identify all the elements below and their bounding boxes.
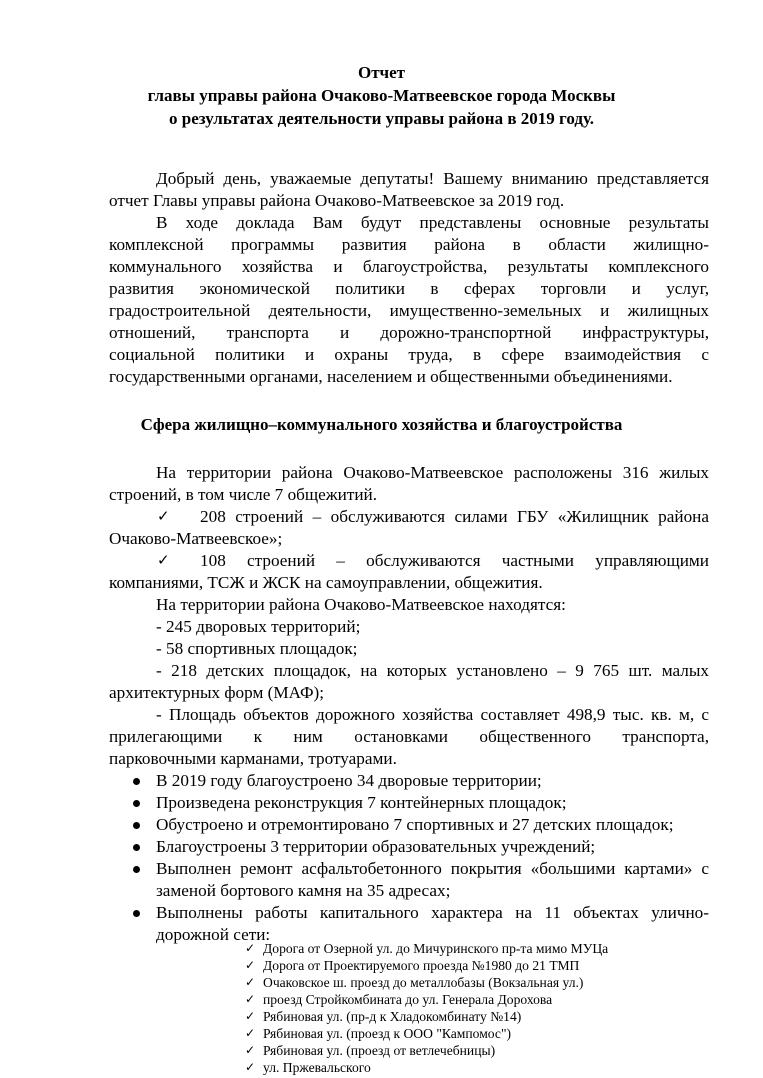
intro-text: Добрый день, уважаемые депутаты! Вашему вниманию представляется [156,169,709,188]
intro-text: развития экономической политики в сферах торговли и услуг, [109,279,709,298]
bullet-item: Выполнен ремонт асфальтобетонного покрытия «большими картами» с [156,859,709,878]
dash-item: - Площадь объектов дорожного хозяйства составляет 498,9 тыс. кв. м, с [156,705,709,724]
dash-item: - 245 дворовых территорий; [156,617,361,636]
dash-item: - 218 детских площадок, на которых установлено – 9 765 шт. малых [156,661,709,680]
checkmark-icon: ✓ [245,941,256,955]
report-subtitle-2: о результатах деятельности управы района в 2019 году. [169,109,594,128]
checkmark-icon: ✓ [157,507,170,525]
checkmark-icon: ✓ [245,958,256,972]
road-item: Рябиновая ул. (проезд от ветлечебницы) [263,1043,496,1058]
bullet-item: дорожной сети: [156,925,271,944]
report-subtitle-1: главы управы района Очаково-Матвеевское города Москвы [147,86,616,105]
intro-text: градостроительной деятельности, имущественно-земельных и жилищных [109,301,709,320]
bullet-icon [133,800,140,807]
bullet-icon [133,844,140,851]
bullet-item: Произведена реконструкция 7 контейнерных площадок; [156,793,567,812]
intro-text: комплексной программы развития района в области жилищно- [109,235,709,254]
checkmark-icon: ✓ [245,992,256,1006]
section-text: 208 строений – обслуживаются силами ГБУ «Жилищник района [200,507,709,526]
bullet-icon [133,822,140,829]
road-item: ул. Пржевальского [263,1060,371,1075]
checkmark-icon: ✓ [245,1009,256,1023]
intro-text: коммунального хозяйства и благоустройства, результаты комплексного [109,257,709,276]
road-item: Дорога от Проектируемого проезда №1980 до 21 ТМП [263,958,580,973]
dash-item: парковочными карманами, тротуарами. [109,749,397,768]
checkmark-icon: ✓ [245,975,256,989]
bullet-icon [133,866,140,873]
section-heading: Сфера жилищно–коммунального хозяйства и благоустройства [140,415,623,434]
road-item: Дорога от Озерной ул. до Мичуринского пр-та мимо МУЦа [263,941,609,956]
bullet-item: заменой бортового камня на 35 адресах; [156,881,451,900]
road-item: Рябиновая ул. (пр-д к Хладокомбинату №14) [263,1009,522,1024]
checkmark-icon: ✓ [245,1060,256,1074]
section-text: На территории района Очаково-Матвеевское расположены 316 жилых [156,463,709,482]
road-item: Очаковское ш. проезд до металлобазы (Вокзальная ул.) [263,975,584,990]
bullet-item: Обустроено и отремонтировано 7 спортивных и 27 детских площадок; [156,815,674,834]
bullet-icon [133,910,140,917]
road-item: Рябиновая ул. (проезд к ООО "Кампомос") [263,1026,512,1041]
checkmark-icon: ✓ [245,1043,256,1057]
section-text: компаниями, ТСЖ и ЖСК на самоуправлении, общежития. [109,573,543,592]
section-text: строений, в том числе 7 общежитий. [109,485,378,504]
dash-item: прилегающими к ним остановками общественного транспорта, [109,727,709,746]
bullet-item: В 2019 году благоустроено 34 дворовые территории; [156,771,542,790]
intro-text: В ходе доклада Вам будут представлены основные результаты [156,213,709,232]
intro-text: отношений, транспорта и дорожно-транспортной инфраструктуры, [109,323,709,342]
checkmark-icon: ✓ [157,551,170,569]
report-title: Отчет [357,63,406,82]
intro-text: государственными органами, населением и общественными объединениями. [109,367,673,386]
dash-item: архитектурных форм (МАФ); [109,683,325,702]
section-text: На территории района Очаково-Матвеевское находятся: [156,595,566,614]
section-text: 108 строений – обслуживаются частными управляющими [200,551,709,570]
intro-text: отчет Главы управы района Очаково-Матвеевское за 2019 год. [109,191,565,210]
bullet-item: Благоустроены 3 территории образовательных учреждений; [156,837,596,856]
section-text: Очаково-Матвеевское»; [109,529,283,548]
bullet-item: Выполнены работы капитального характера на 11 объектах улично- [156,903,709,922]
road-item: проезд Стройкомбината до ул. Генерала Дорохова [263,992,553,1007]
checkmark-icon: ✓ [245,1026,256,1040]
dash-item: - 58 спортивных площадок; [156,639,358,658]
bullet-icon [133,778,140,785]
intro-text: социальной политики и охраны труда, в сфере взаимодействия с [109,345,709,364]
